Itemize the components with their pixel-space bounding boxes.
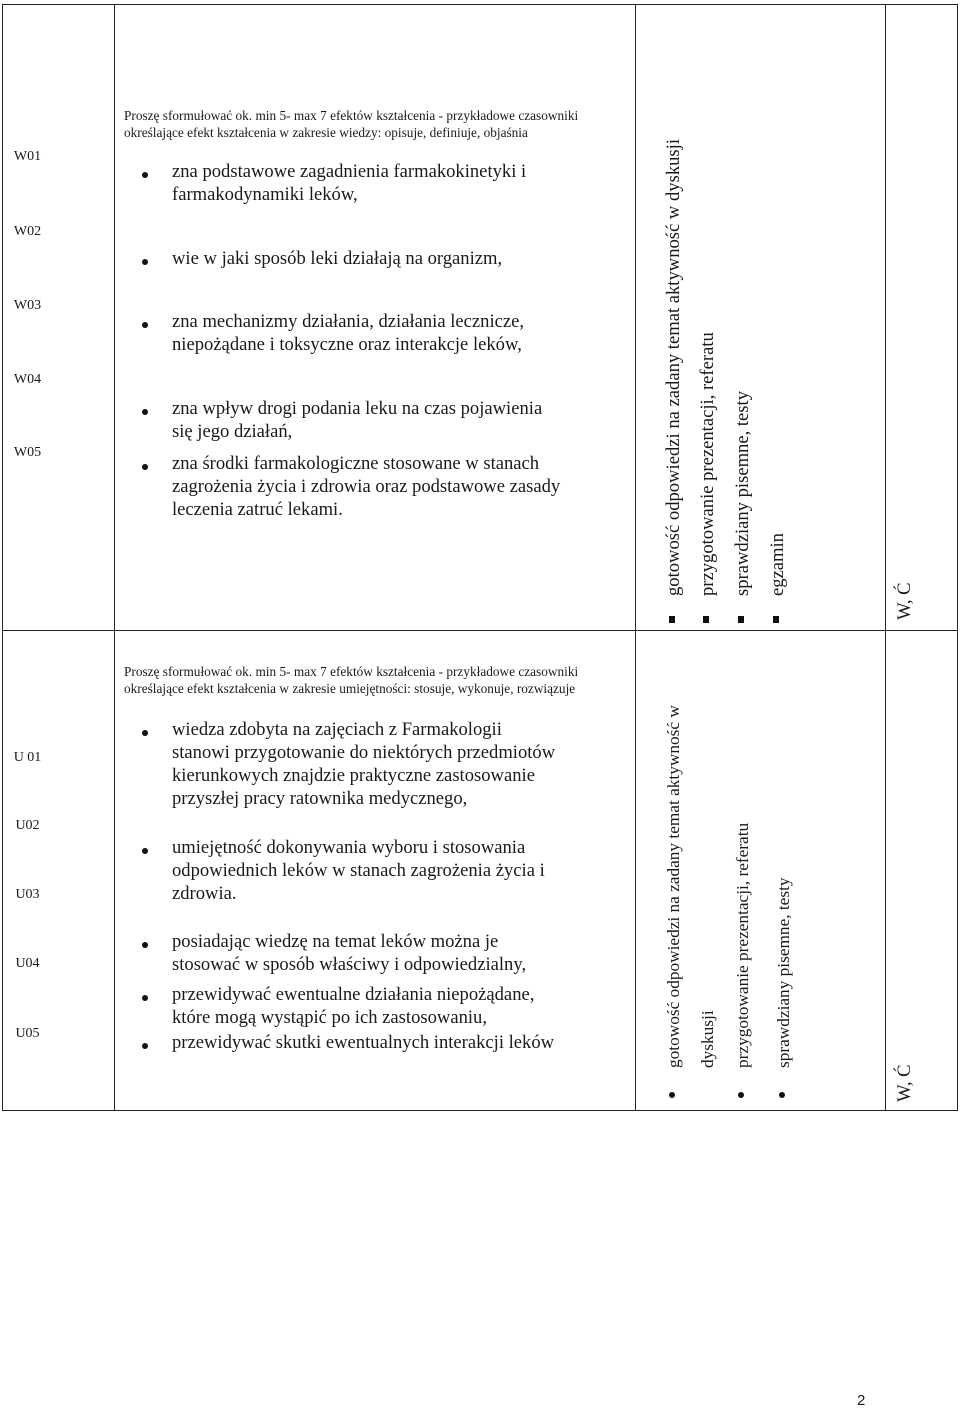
u-class-forms: W, Ć — [894, 1064, 915, 1102]
u-outcome-line: stosować w sposób właściwy i odpowiedzialny, — [172, 954, 527, 975]
w-outcome-line: niepożądane i toksyczne oraz interakcje leków, — [172, 334, 522, 355]
w-outcome-line: leczenia zatruć lekami. — [172, 499, 343, 520]
bullet-icon — [142, 172, 148, 178]
u-intro-line: określające efekt kształcenia w zakresie umiejętności: stosuje, wykonuje, rozwiązuje — [124, 681, 576, 696]
w-intro-line: Proszę sformułować ok. min 5- max 7 efektów kształcenia - przykładowe czasowniki — [124, 108, 579, 123]
u-method-text: sprawdziany pisemne, testy — [774, 877, 793, 1068]
w-outcome-line: się jego działań, — [172, 421, 293, 442]
w-outcome-line: farmakodynamiki leków, — [172, 184, 358, 205]
u-outcome-line: wiedza zdobyta na zajęciach z Farmakologii — [172, 719, 502, 740]
u-method-text: dyskusji — [698, 1010, 717, 1068]
table-bottom-border — [2, 1110, 957, 1111]
code-u05: U05 — [15, 1026, 40, 1041]
code-w05: W05 — [13, 445, 42, 460]
w-outcome-line: zna środki farmakologiczne stosowane w stanach — [172, 453, 540, 474]
w-outcome-line: zagrożenia życia i zdrowia oraz podstawowe zasady — [172, 476, 561, 497]
bullet-icon — [669, 1092, 675, 1098]
u-intro — [124, 663, 634, 697]
u-outcome-line: kierunkowych znajdzie praktyczne zastosowanie — [172, 765, 535, 786]
u-outcome-line: przyszłej pracy ratownika medycznego, — [172, 788, 468, 809]
bullet-icon — [142, 409, 148, 415]
code-u04: U04 — [15, 956, 40, 971]
w-outcome-line: zna podstawowe zagadnienia farmakokinetyki i — [172, 161, 527, 182]
w-intro — [124, 107, 634, 141]
table-right-border — [957, 4, 958, 1111]
u-outcome-line: stanowi przygotowanie do niektórych przedmiotów — [172, 742, 556, 763]
bullet-icon — [738, 1092, 744, 1098]
u-outcome-line: umiejętność dokonywania wyboru i stosowania — [172, 837, 526, 858]
bullet-icon — [142, 259, 148, 265]
u-outcome-line: posiadając wiedzę na temat leków można je — [172, 931, 499, 952]
bullet-icon — [779, 1092, 785, 1098]
u-intro-line: Proszę sformułować ok. min 5- max 7 efektów kształcenia - przykładowe czasowniki — [124, 664, 579, 679]
square-bullet-icon — [738, 616, 744, 623]
table-col-divider-3 — [885, 4, 886, 1111]
code-u02: U02 — [15, 818, 40, 833]
bullet-icon — [142, 730, 148, 736]
u-outcome-line: które mogą wystąpić po ich zastosowaniu, — [172, 1007, 487, 1028]
w-outcome-line: wie w jaki sposób leki działają na organizm, — [172, 248, 503, 269]
bullet-icon — [142, 942, 148, 948]
table-col-divider-1 — [114, 4, 115, 1111]
bullet-icon — [142, 1043, 148, 1049]
square-bullet-icon — [669, 616, 675, 623]
code-w01: W01 — [13, 149, 42, 164]
w-intro-line: określające efekt kształcenia w zakresie wiedzy: opisuje, definiuje, objaśnia — [124, 125, 528, 140]
code-w03: W03 — [13, 298, 42, 313]
bullet-icon — [142, 848, 148, 854]
page-number: 2 — [857, 1392, 866, 1409]
table-top-border — [2, 4, 957, 5]
bullet-icon — [142, 995, 148, 1001]
u-outcome-line: odpowiednich leków w stanach zagrożenia życia i — [172, 860, 545, 881]
table-col-divider-2 — [635, 4, 636, 1111]
code-u01: U 01 — [13, 750, 42, 765]
bullet-icon — [142, 322, 148, 328]
u-outcome-line: przewidywać skutki ewentualnych interakcji leków — [172, 1032, 555, 1053]
code-w04: W04 — [13, 372, 42, 387]
code-w02: W02 — [13, 224, 42, 239]
square-bullet-icon — [773, 616, 779, 623]
w-method-text: gotowość odpowiedzi na zadany temat aktywność w dyskusji — [663, 139, 684, 596]
w-method-text: przygotowanie prezentacji, referatu — [697, 332, 718, 596]
u-method-text: gotowość odpowiedzi na zadany temat aktywność w — [664, 705, 683, 1068]
square-bullet-icon — [703, 616, 709, 623]
w-outcome-line: zna wpływ drogi podania leku na czas pojawienia — [172, 398, 543, 419]
w-method-text: sprawdziany pisemne, testy — [732, 391, 753, 596]
u-outcome-line: zdrowia. — [172, 883, 237, 904]
table-left-border — [2, 4, 3, 1111]
w-method-text: egzamin — [767, 533, 788, 596]
u-method-text: przygotowanie prezentacji, referatu — [733, 822, 752, 1068]
code-u03: U03 — [15, 887, 40, 902]
w-outcome-line: zna mechanizmy działania, działania lecznicze, — [172, 311, 525, 332]
bullet-icon — [142, 464, 148, 470]
table-mid-border — [2, 630, 957, 631]
u-outcome-line: przewidywać ewentualne działania niepożądane, — [172, 984, 535, 1005]
w-class-forms: W, Ć — [894, 582, 915, 620]
